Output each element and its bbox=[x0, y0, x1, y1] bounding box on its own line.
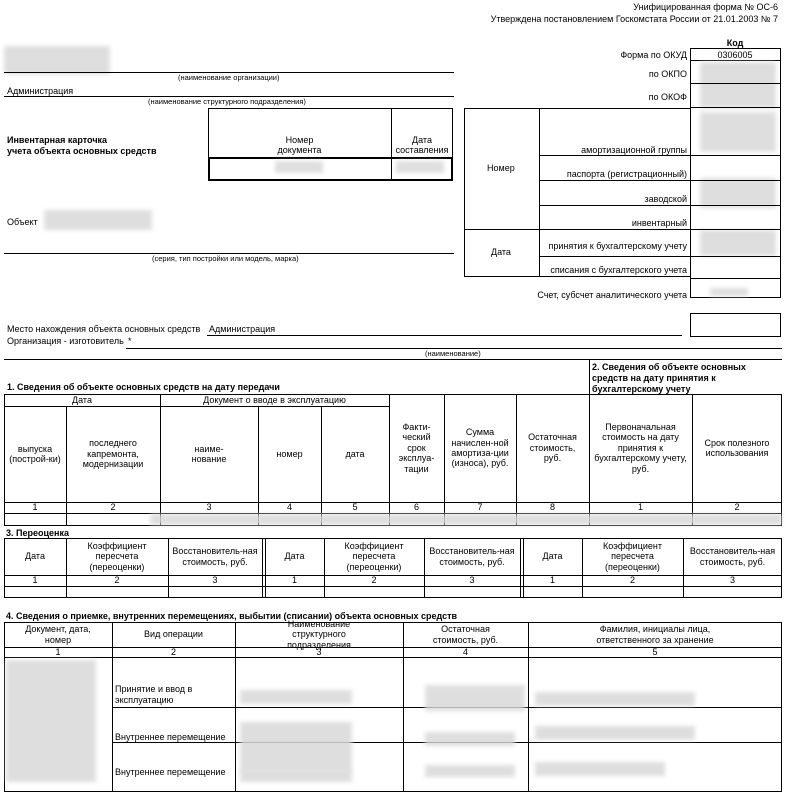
operation-row-3: Внутреннее перемещение bbox=[115, 767, 226, 777]
col-overhaul-date: последнего капремонта, модернизации bbox=[82, 438, 144, 470]
division-caption: (наименование структурного подразделения) bbox=[148, 97, 306, 106]
num-cell: 3 bbox=[469, 575, 475, 586]
section4-title: 4. Сведения о приемке, внутренних перемещениях, выбытии (списании) объекта основных средств bbox=[6, 611, 458, 621]
kod-header: Код bbox=[726, 38, 744, 48]
col-depreciation: Сумма начислен-ной амортиза-ции (износа), руб. bbox=[451, 427, 509, 469]
num-cell: 2 bbox=[114, 575, 120, 586]
num-cell: 4 bbox=[286, 502, 292, 513]
num-cell: 1 bbox=[32, 575, 38, 586]
num-cell: 2 bbox=[371, 575, 377, 586]
object-caption: (серия, тип постройки или модель, марка) bbox=[152, 254, 299, 263]
maker-label: Организация - изготовитель bbox=[7, 336, 124, 346]
doc-number-header: Номер документа bbox=[277, 134, 322, 155]
reval-cost-3: Восстановитель-ная стоимость, руб. bbox=[689, 546, 776, 567]
maker-value: * bbox=[128, 336, 132, 346]
num-cell: 1 bbox=[55, 646, 61, 657]
accept-date-label: принятия к бухгалтерскому учету bbox=[548, 241, 687, 251]
col-doc-date: дата bbox=[345, 448, 365, 459]
card-title-line1: Инвентарная карточка bbox=[7, 135, 108, 145]
num-cell: 3 bbox=[206, 502, 212, 513]
num-cell: 1 bbox=[291, 575, 297, 586]
amort-group-label: амортизационной группы bbox=[581, 145, 687, 155]
movement-person-header: Фамилия, инициалы лица, ответственного за хранение bbox=[596, 624, 714, 645]
section1-date-group: Дата bbox=[72, 394, 92, 405]
account-value-box bbox=[690, 313, 781, 337]
okpo-label: по ОКПО bbox=[648, 69, 687, 79]
date-label: Дата bbox=[491, 247, 511, 257]
col-doc-name: наиме-нование bbox=[191, 443, 227, 464]
num-cell: 2 bbox=[629, 575, 635, 586]
num-cell: 1 bbox=[549, 575, 555, 586]
reval-coef-3: Коэффициент пересчета (переоценки) bbox=[603, 540, 662, 572]
account-label: Счет, субсчет аналитического учета bbox=[537, 290, 687, 300]
num-cell: 5 bbox=[352, 502, 358, 513]
object-label: Объект bbox=[7, 217, 38, 227]
num-cell: 8 bbox=[549, 502, 555, 513]
operation-row-1: Принятие и ввод в эксплуатацию bbox=[115, 684, 193, 705]
num-cell: 5 bbox=[652, 646, 658, 657]
reval-date-2: Дата bbox=[284, 551, 305, 562]
location-label: Место нахождения объекта основных средств bbox=[7, 324, 201, 334]
num-cell: 2 bbox=[170, 646, 176, 657]
writeoff-date-label: списания с бухгалтерского учета bbox=[550, 265, 687, 275]
okof-label: по ОКОФ bbox=[648, 92, 687, 102]
reval-coef-2: Коэффициент пересчета (переоценки) bbox=[344, 540, 404, 572]
inventory-label: инвентарный bbox=[631, 218, 687, 228]
section2-title: 2. Сведения об объекте основных средств на дату принятия к бухгалтерскому учету bbox=[592, 362, 746, 394]
reval-cost-1: Восстановитель-ная стоимость, руб. bbox=[172, 546, 258, 567]
col-useful-life: Срок полезного использования bbox=[704, 437, 770, 458]
movement-division-header: Наименование структурного подразделения bbox=[287, 618, 351, 650]
col-actual-term: Факти-ческий срок эксплуа-тации bbox=[398, 422, 435, 474]
num-cell: 3 bbox=[729, 575, 735, 586]
movement-residual-header: Остаточная стоимость, руб. bbox=[432, 624, 499, 645]
col-issue-date: выпуска (построй-ки) bbox=[9, 443, 61, 464]
num-cell: 3 bbox=[316, 646, 322, 657]
reval-cost-2: Восстановитель-ная стоимость, руб. bbox=[429, 546, 515, 567]
reval-coef-1: Коэффициент пересчета (переоценки) bbox=[87, 540, 147, 572]
num-cell: 1 bbox=[32, 502, 38, 513]
num-cell: 3 bbox=[212, 575, 218, 586]
approval-note: Утверждена постановлением Госкомстата России от 21.01.2003 № 7 bbox=[490, 14, 778, 24]
card-title-line2: учета объекта основных средств bbox=[7, 146, 157, 156]
okud-value: 0306005 bbox=[717, 50, 753, 60]
reval-date-3: Дата bbox=[542, 551, 563, 562]
num-cell: 7 bbox=[477, 502, 483, 513]
form-name: Унифицированная форма № ОС-6 bbox=[633, 2, 778, 12]
org-name-caption: (наименование организации) bbox=[178, 73, 280, 82]
maker-caption: (наименование) bbox=[425, 349, 481, 358]
num-cell: 1 bbox=[637, 502, 643, 513]
num-cell: 2 bbox=[734, 502, 740, 513]
section3-title: 3. Переоценка bbox=[6, 528, 69, 538]
section1-title: 1. Сведения об объекте основных средств на дату передачи bbox=[7, 382, 280, 392]
number-label: Номер bbox=[487, 163, 515, 173]
num-cell: 2 bbox=[110, 502, 116, 513]
section1-doc-group: Документ о вводе в эксплуатацию bbox=[203, 394, 346, 405]
okud-label: Форма по ОКУД bbox=[620, 50, 687, 60]
num-cell: 4 bbox=[462, 646, 468, 657]
operation-row-2: Внутреннее перемещение bbox=[115, 732, 226, 742]
doc-date-header: Дата составления bbox=[395, 134, 449, 155]
passport-label: паспорта (регистрационный) bbox=[566, 169, 687, 179]
reval-date-1: Дата bbox=[25, 551, 45, 562]
col-residual-value: Остаточная стоимость, руб. bbox=[528, 432, 577, 464]
col-initial-cost: Первоначальная стоимость на дату принятия к бухгалтерскому учету, руб. bbox=[594, 422, 687, 474]
movement-doc-header: Документ, дата, номер bbox=[25, 624, 91, 645]
factory-label: заводской bbox=[644, 194, 687, 204]
division-value: Администрация bbox=[7, 86, 74, 96]
movement-operation-header: Вид операции bbox=[144, 629, 203, 640]
num-cell: 6 bbox=[413, 502, 419, 513]
location-value: Администрация bbox=[209, 324, 276, 334]
col-doc-number: номер bbox=[276, 448, 303, 459]
